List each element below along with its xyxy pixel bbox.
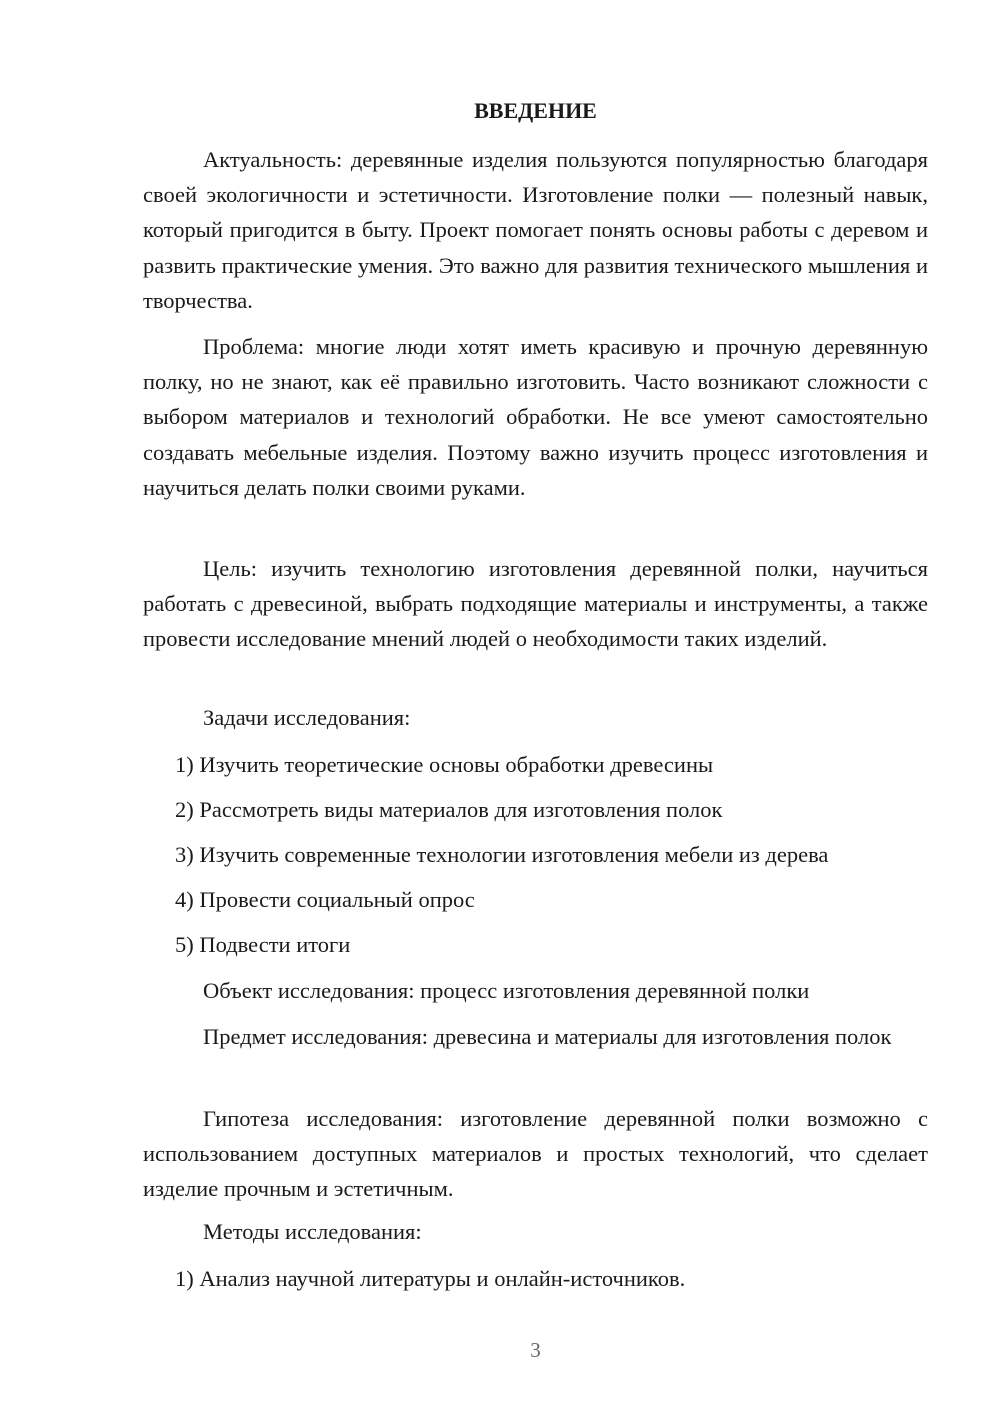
task-item: 3) Изучить современные технологии изготовления мебели из дерева (175, 842, 829, 867)
hypothesis-paragraph: Гипотеза исследования: изготовление деревянной полки возможно с использованием доступных материалов и простых технологий, что сделает изделие прочным и эстетичным. (143, 1106, 928, 1202)
task-item: 2) Рассмотреть виды материалов для изготовления полок (175, 797, 723, 822)
page-number: 3 (530, 1338, 541, 1362)
tasks-heading: Задачи исследования: (203, 705, 411, 730)
relevance-paragraph: Актуальность: деревянные изделия пользуются популярностью благодаря своей экологичности и эстетичности. Изготовление полки — полезный навык, который пригодится в быту. Проект помогает понять основы работы с деревом и развить практические умения. Это важно для развития технического мышления и творчества. (143, 147, 928, 313)
subject-paragraph: Предмет исследования: древесина и материалы для изготовления полок (203, 1024, 892, 1049)
problem-paragraph: Проблема: многие люди хотят иметь красивую и прочную деревянную полку, но не знают, как её правильно изготовить. Часто возникают сложности с выбором материалов и технологий обработки. Не все умеют самостоятельно создавать мебельные изделия. Поэтому важно изучить процесс изготовления и научиться делать полки своими руками. (143, 334, 928, 500)
document-page (143, 0, 928, 1414)
page-title: ВВЕДЕНИЕ (474, 98, 597, 123)
task-item: 5) Подвести итоги (175, 932, 351, 957)
methods-heading: Методы исследования: (203, 1219, 422, 1244)
object-line: Объект исследования: процесс изготовления деревянной полки (203, 978, 810, 1003)
task-item: 1) Изучить теоретические основы обработки древесины (175, 752, 714, 777)
task-item: 4) Провести социальный опрос (175, 887, 475, 912)
method-item: 1) Анализ научной литературы и онлайн-источников. (175, 1266, 686, 1291)
goal-paragraph: Цель: изучить технологию изготовления деревянной полки, научиться работать с древесиной, выбрать подходящие материалы и инструменты, а также провести исследование мнений людей о необходимости таких изделий. (143, 556, 928, 652)
